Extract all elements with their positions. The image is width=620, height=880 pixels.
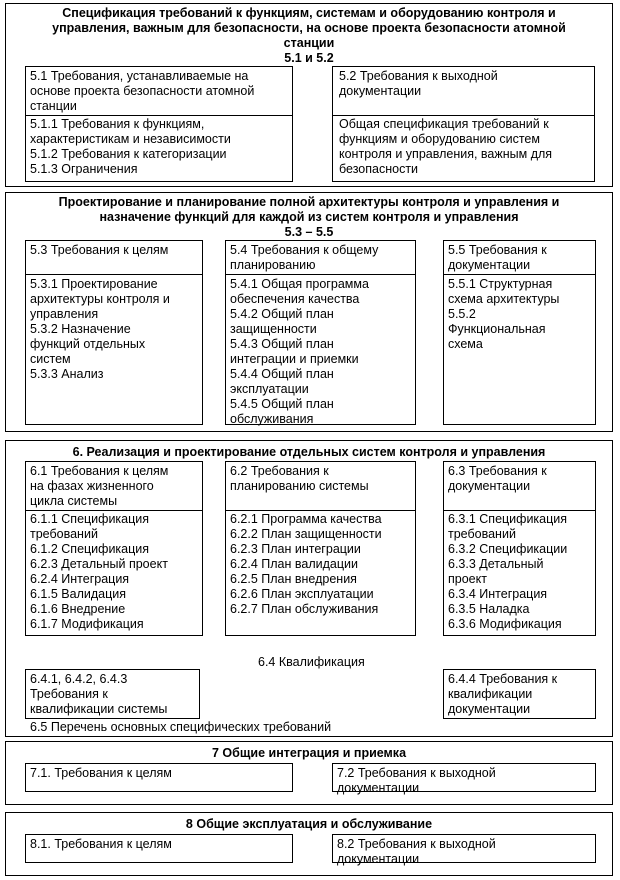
text-line: Требования к [30,687,108,701]
text-line: архитектуры контроля и [30,292,170,306]
text-line: 6.2.3 План интеграции [230,542,361,556]
text-line: на фазах жизненного [30,479,154,493]
text-line: контроля и управления, важным для [339,147,553,161]
text-line: управления [30,307,99,321]
text-line: Функциональная [448,322,546,336]
section-title: 6. Реализация и проектирование отдельных систем контроля и управления [72,445,546,459]
text-line: 6.3.5 Наладка [448,602,530,616]
text-line: 5.3.3 Анализ [30,367,104,381]
requirements-box-7-1 [25,763,293,792]
text-line: 5.1 Требования, устанавливаемые на [30,69,249,83]
text-line: 6.2.5 План внедрения [230,572,357,586]
box-items [230,277,369,427]
text-line: 5.5.2 [448,307,476,321]
text-line: 5.3 Требования к целям [30,243,169,257]
text-line: 6.3.2 Спецификации [448,542,568,556]
text-line: планированию системы [230,479,369,493]
section-title-line2: управления, важным для безопасности, на основе проекта безопасности атомной [52,21,566,35]
text-line: безопасности [339,162,419,176]
box-heading [230,243,378,273]
text-line: 5.4 Требования к общему [230,243,379,257]
box-items [448,672,557,717]
text-line: 5.3.1 Проектирование [30,277,158,291]
text-line: эксплуатации [230,382,309,396]
requirements-box-6-2 [225,461,416,636]
text-line: 7.1. Требования к целям [30,766,172,780]
text-line: интеграции и приемки [230,352,359,366]
text-line: 6.1.5 Валидация [30,587,126,601]
text-line: схема [448,337,483,351]
box-items [339,117,552,177]
text-line: требований [448,527,516,541]
section-title: 8 Общие эксплуатация и обслуживание [185,817,433,831]
text-line: 6.3.6 Модификация [448,617,562,631]
text-line: основе проекта безопасности атомной [30,84,255,98]
text-line: 6.3.1 Спецификация [448,512,568,526]
section-title-line2: назначение функций для каждой из систем контроля и управления [99,210,519,224]
section-integration-acceptance [5,741,613,805]
box-items [448,277,559,352]
text-line: проект [448,572,487,586]
text-line: 8.2 Требования к выходной [337,837,496,851]
box-heading [339,69,498,99]
requirements-box-8-1 [25,834,293,863]
text-line: планированию [230,258,316,272]
box-items [30,117,231,177]
text-line: 6.2.3 Детальный проект [30,557,168,571]
text-line: 6.1 Требования к целям [30,464,169,478]
text-line: обеспечения качества [230,292,360,306]
text-line: 6.1.1 Спецификация [30,512,150,526]
text-line: функциям и оборудованию систем [339,132,540,146]
box-heading [30,69,254,114]
text-line: систем [30,352,71,366]
text-line: документации [337,852,420,866]
text-line: схема архитектуры [448,292,560,306]
section-title-line3: станции [283,36,335,50]
text-line: функций отдельных [30,337,146,351]
text-line: 6.1.7 Модификация [30,617,144,631]
text-line: 5.4.1 Общая программа [230,277,369,291]
box-items [30,277,170,382]
text-line: Общая спецификация требований к [339,117,549,131]
text-line: 6.2 Требования к [230,464,329,478]
requirements-box-5-3 [25,240,203,425]
text-line: 6.2.4 Интеграция [30,572,130,586]
box-heading [448,464,547,494]
box-items [337,766,496,796]
text-line: документации [339,84,422,98]
text-line: 6.3.4 Интеграция [448,587,548,601]
requirements-box-8-2 [332,834,596,866]
text-line: 5.5.1 Структурная [448,277,553,291]
text-line: 6.4.4 Требования к [448,672,558,686]
text-line: 6.2.1 Программа качества [230,512,382,526]
text-line: 7.2 Требования к выходной [337,766,496,780]
requirements-box-5-2 [332,66,595,182]
section-architecture-design [5,192,613,432]
text-line: 5.4.4 Общий план [230,367,334,381]
box-items [448,512,567,632]
text-line: цикла системы [30,494,118,508]
text-line: 5.4.3 Общий план [230,337,334,351]
text-line: документации [337,781,420,795]
requirements-box-7-2 [332,763,596,795]
text-line: 5.2 Требования к выходной [339,69,498,83]
text-line: 5.1.3 Ограничения [30,162,138,176]
text-line: 5.4.2 Общий план [230,307,334,321]
box-heading [230,464,369,494]
section-operation-maintenance [5,812,613,876]
box-items [30,837,172,852]
section-title-ref: 5.3 – 5.5 [284,225,334,239]
text-line: характеристикам и независимости [30,132,231,146]
text-line: 6.3 Требования к [448,464,547,478]
text-line: 6.1.2 Спецификация [30,542,150,556]
text-line: 6.4.1, 6.4.2, 6.4.3 [30,672,128,686]
text-line: требований [30,527,98,541]
requirements-box-5-1 [25,66,293,182]
text-line: обслуживания [230,412,314,426]
text-line: квалификации системы [30,702,168,716]
qualification-box-system [25,669,200,719]
text-line: документации [448,258,531,272]
text-line: документации [448,479,531,493]
text-line: 6.2.4 План валидации [230,557,358,571]
section-title-line1: Проектирование и планирование полной архитектуры контроля и управления и [58,195,560,209]
text-line: документации [448,702,531,716]
text-line: 6.3.3 Детальный [448,557,544,571]
box-items [230,512,382,617]
text-line: 5.3.2 Назначение [30,322,131,336]
text-line: 6.2.2 План защищенности [230,527,382,541]
text-line: 6.2.7 План обслуживания [230,602,379,616]
requirements-box-5-5 [443,240,596,425]
requirements-box-6-1 [25,461,203,636]
requirements-list-label: 6.5 Перечень основных специфических требований [30,720,332,734]
box-heading [448,243,547,273]
text-line: 5.5 Требования к [448,243,547,257]
text-line: 6.1.6 Внедрение [30,602,126,616]
qualification-box-documentation [443,669,596,719]
box-items [30,672,167,717]
text-line: квалификации [448,687,533,701]
section-title-ref: 5.1 и 5.2 [284,51,334,65]
section-safety-requirements [5,3,613,187]
text-line: станции [30,99,77,113]
section-individual-systems [5,440,613,737]
text-line: 8.1. Требования к целям [30,837,172,851]
qualification-label: 6.4 Квалификация [258,655,365,669]
section-title-line1: Спецификация требований к функциям, системам и оборудованию контроля и [62,6,556,20]
box-items [30,512,168,632]
requirements-box-5-4 [225,240,416,425]
text-line: защищенности [230,322,317,336]
section-title: 7 Общие интеграция и приемка [211,746,407,760]
box-items [337,837,496,867]
text-line: 5.1.1 Требования к функциям, [30,117,205,131]
requirements-box-6-3 [443,461,596,636]
box-heading [30,243,168,258]
box-items [30,766,172,781]
text-line: 5.1.2 Требования к категоризации [30,147,227,161]
box-heading [30,464,168,509]
text-line: 5.4.5 Общий план [230,397,334,411]
text-line: 6.2.6 План эксплуатации [230,587,374,601]
